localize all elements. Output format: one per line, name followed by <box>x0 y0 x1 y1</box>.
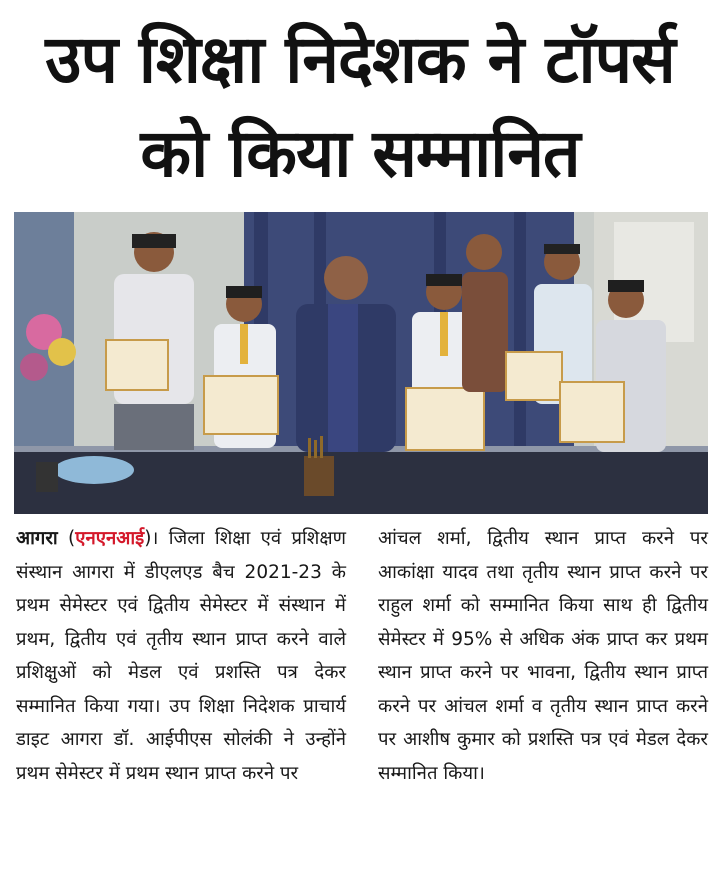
agency-close: )। <box>144 528 159 549</box>
article-text-right: आंचल शर्मा, द्वितीय स्थान प्राप्त करने पर आकांक्षा यादव तथा तृतीय स्थान प्राप्त करने पर राहुल शर्मा को सम्मानित किया साथ ही द्वितीय सेमेस्टर में 95% से अधिक अंक प्राप्त कर प्रथम स्थान प्राप्त करने पर भावना, द्वितीय स्थान प्राप्त करने पर आंचल शर्मा व तृतीय स्थान प्राप्त करने पर आशीष कुमार को प्रशस्ति पत्र एवं मेडल देकर सम्मानित किया। <box>378 528 708 784</box>
headline-line-1: उप शिक्षा निदेशक ने टॉपर्स <box>45 21 675 98</box>
news-photo <box>14 212 708 514</box>
headline <box>0 0 720 212</box>
group-photo-icon <box>14 212 708 514</box>
dateline: आगरा <box>16 528 58 549</box>
article-text-left: जिला शिक्षा एवं प्रशिक्षण संस्थान आगरा में डीएलएड बैच 2021-23 के प्रथम सेमेस्टर एवं द्वितीय सेमेस्टर में संस्थान में प्रथम, द्वितीय एवं तृतीय स्थान प्राप्त करने वाले प्रशिक्षुओं को मेडल एवं प्रशस्ति पत्र देकर सम्मानित किया गया। उप शिक्षा निदेशक प्राचार्य डाइट आगरा डॉ. आईपीएस सोलंकी ने उन्होंने प्रथम सेमेस्टर में प्रथम स्थान प्राप्त करने पर <box>16 528 346 784</box>
agency-open: ( <box>57 528 76 549</box>
article-column-left <box>16 522 346 790</box>
article-column-right <box>378 522 708 790</box>
agency-name: एनएनआई <box>75 528 145 549</box>
headline-line-2: को किया सम्मानित <box>140 115 580 192</box>
